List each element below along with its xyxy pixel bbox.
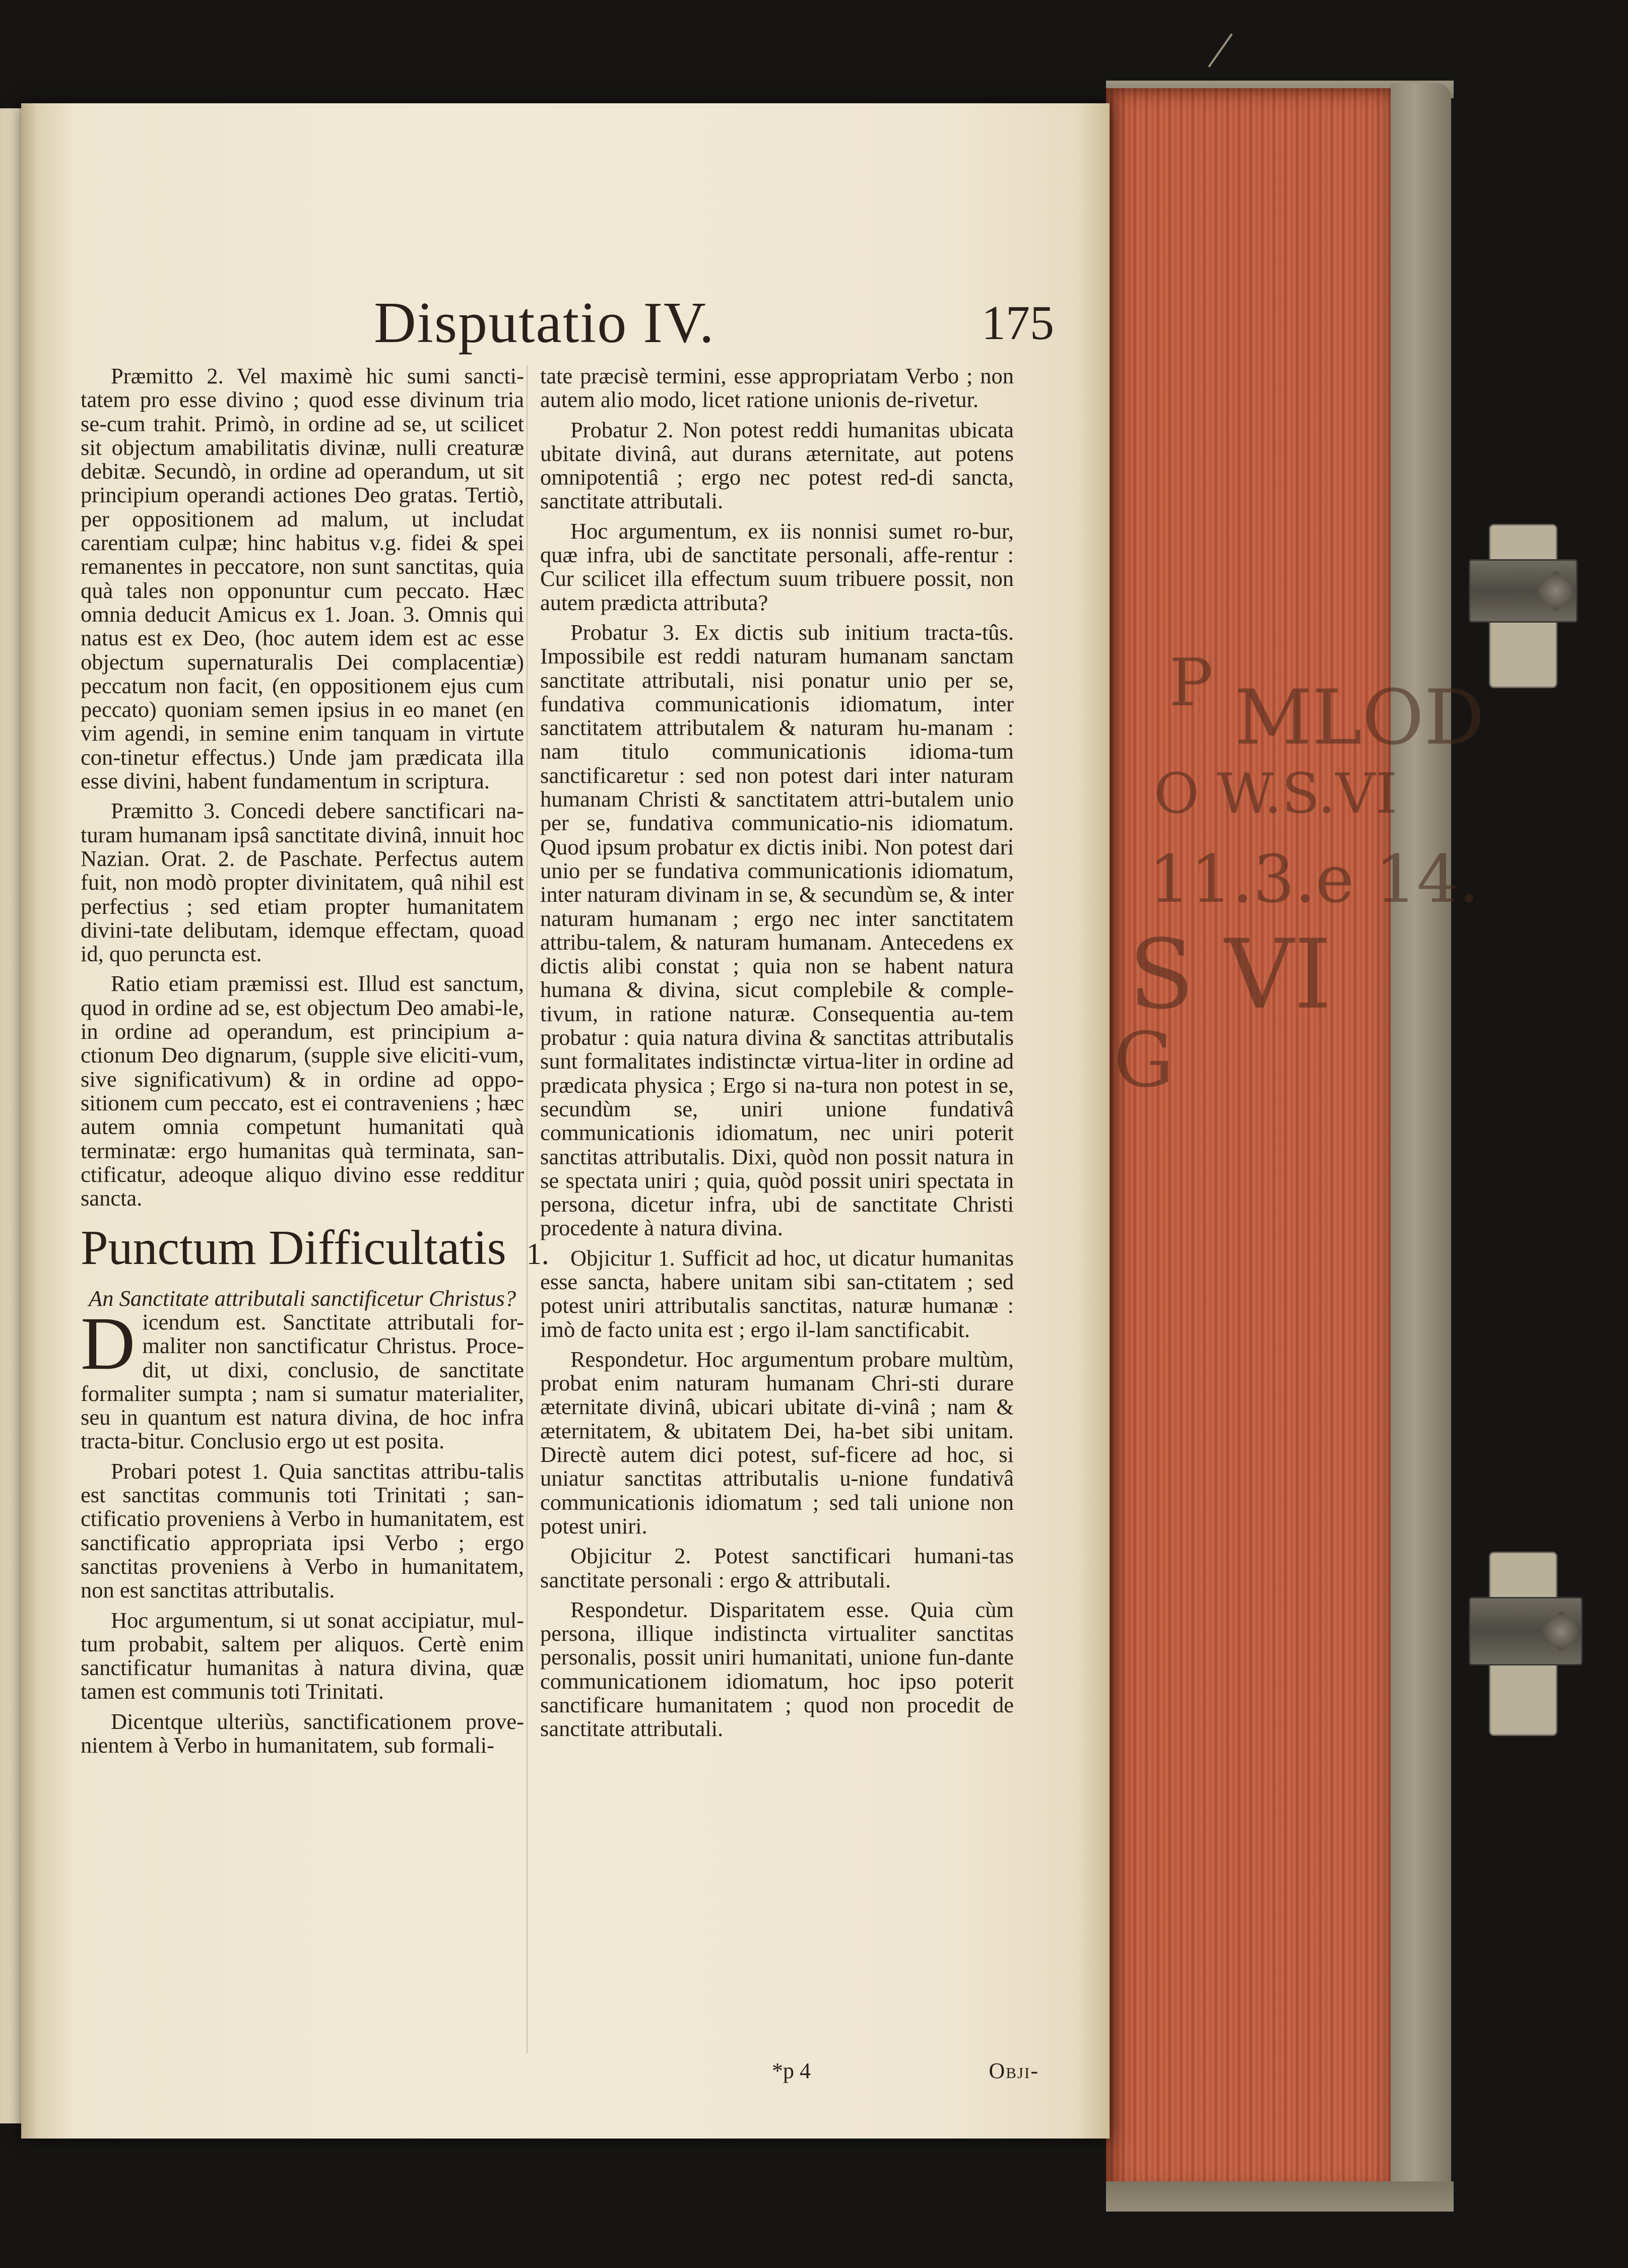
pencil-mark	[1208, 33, 1232, 68]
paragraph	[81, 1301, 524, 1454]
stamp-line: G	[1114, 1017, 1174, 1104]
paragraph: Objicitur 2. Potest sanctificari humani-tas sanctitate personali : ergo & attributali.	[540, 1543, 1014, 1592]
paragraph: tate præcisè termini, esse appropriatam Verbo ; non autem alio modo, licet ratione unionis de-rivetur.	[540, 363, 1014, 413]
paragraph: Ratio etiam præmissi est. Illud est sanctum, quod in ordine ad se, est objectum Deo amabi-le, in ordine ad operandum, est principium a-ctionum Deo dignarum, (supple sive eliciti-vum, sive significativum) & in ordine ad oppo-sitionem cum peccato, est ei contraveniens ; hæc autem omnia competunt humanitati quà terminatæ: ergo humanitas quà terminata, san-ctificatur, adeoque aliquo divino esse redditur sancta.	[81, 971, 524, 1211]
paragraph: Hoc argumentum, si ut sonat accipiatur, mul-tum probabit, saltem per aliquos. Certè enim sanctificatur humanitas à natura divina, quæ tamen est communis toti Trinitati.	[81, 1607, 524, 1704]
stamp-line: O W.S.VI	[1154, 761, 1398, 826]
section-heading	[81, 1221, 549, 1276]
stamp-line: S VI	[1129, 919, 1332, 1030]
paragraph: Respondetur. Disparitatem esse. Quia cùm persona, illique indistincta virtualiter sanctitas personalis, possit uniri humanitati, unione fun-dante communicationem idiomatum, hoc ipso poterit sanctificare humanitatem ; quod non procedit de sanctitate attributali.	[540, 1596, 1014, 1742]
question-title: An Sanctitate attributali sanctificetur Christus?	[89, 1285, 516, 1311]
stamp-line: 11.3.e 14.	[1149, 841, 1479, 917]
paragraph: Respondetur. Hoc argumentum probare multùm, probat enim naturam humanam Chri-sti durare æternitate divinâ, ubicari ubitate di-vinâ ; nam & æternitatem, & ubitatem Dei, ha-bet sibi unitam. Directè autem dici potest, suf-ficere ad hoc, si uniatur sanctitas attributalis u-nione fundativâ communicationis idiomatum ; sed tali unione non potest uniri.	[540, 1346, 1014, 1539]
paragraph: Hoc argumentum, ex iis nonnisi sumet ro-bur, quæ infra, ubi de sanctitate personali, affe-rentur : Cur scilicet illa effectum suum tribuere possit, non autem prædicta attributa?	[540, 518, 1014, 615]
signature-mark: *p 4	[772, 2058, 811, 2083]
stamp-line: P	[1169, 644, 1213, 721]
column-divider	[527, 365, 528, 2053]
section-number: 1.	[526, 1237, 549, 1271]
paragraph: Objicitur 1. Sufficit ad hoc, ut dicatur humanitas esse sancta, habere unitam sibi san-ctitatem ; sed potest uniri attributalis sanctitas, naturæ humanæ : imò de facto unita est ; ergo il-lam sanctificabit.	[540, 1245, 1014, 1342]
drop-cap: D	[81, 1301, 136, 1385]
cover-board	[1391, 83, 1451, 2209]
paragraph: Probari potest 1. Quia sanctitas attribu-talis est sanctitas communis toti Trinitati ; san-ctificatio proveniens à Verbo in humanitatem, est sanctificatio appropriata ipsi Verbo ; ergo sanctitas proveniens à Verbo in humanitatem, non est sanctitas attributalis.	[81, 1458, 524, 1603]
right-column	[540, 364, 1014, 1741]
paragraph-text: icendum est. Sanctitate attributali for-maliter non sanctificatur Christus. Proce-dit, ut dixi, conclusio, de sanctitate formaliter sumpta ; nam si sumatur materialiter, seu in quantum est natura divina, de hoc infra tracta-bitur. Conclusio ergo ut est posita.	[81, 1309, 524, 1454]
clasp-upper-icon	[1469, 559, 1578, 623]
page-fore-edge	[1106, 88, 1403, 2194]
running-head	[374, 290, 1089, 360]
paragraph: Præmitto 2. Vel maximè hic sumi sancti-tatem pro esse divino ; quod esse divinum tria se-cum trahit. Primò, in ordine ad se, ut scilicet sit objectum amabilitatis divinæ, nulli creaturæ debitæ. Secundò, in ordine ad operandum, ut sit principium operandi actiones Deo gratas. Tertiò, per oppositionem ad malum, ut includat carentiam culpæ; hinc habitus v.g. fidei & spei remanentes in peccatore, non sunt sanctitas, quia quà tales non opponuntur cum peccato. Hæc omnia deducit Amicus ex 1. Joan. 3. Omnis qui natus est ex Deo, (hoc autem idem est ac esse objectum supernaturalis Dei complacentiæ) peccatum non facit, (en oppositionem ejus cum peccato) quoniam semen ipsius in eo manet (en vim agendi, in semine enim tanquam in virtute con-tinetur effectus.) Unde jam prædicata illa esse divini, habent fundamentum in scriptura.	[81, 363, 524, 794]
left-column	[81, 363, 549, 1758]
catchword: Obji-	[989, 2058, 1039, 2083]
paragraph: Præmitto 3. Concedi debere sanctificari na-turam humanam ipsâ sanctitate divinâ, innuit hoc Nazian. Orat. 2. de Paschate. Perfectus autem fuit, non modò propter divinitatem, quâ nihil est perfectius ; sed etiam propter humanitatem divini-tate delibutam, idemque effectam, quoad id, quo perunctа est.	[81, 798, 524, 967]
clasp-lower-icon	[1469, 1597, 1583, 1665]
cover-board-bottom	[1106, 2181, 1454, 2212]
paragraph: Probatur 2. Non potest reddi humanitas ubicata ubitate divinâ, aut durans æternitate, aut potens omnipotentiâ ; ergo nec potest red-di sancta, sanctitate attributali.	[540, 417, 1014, 514]
running-title: Disputatio IV.	[374, 291, 715, 355]
paragraph: Dicentque ulteriùs, sanctificationem prove-nientem à Verbo in humanitatem, sub formali-	[81, 1708, 524, 1758]
page-number: 175	[982, 296, 1054, 350]
stamp-line: MLOD	[1234, 674, 1485, 762]
library-stamp	[1109, 644, 1485, 1104]
book-page	[21, 103, 1110, 2139]
section-title: Punctum Difficultatis	[81, 1221, 506, 1276]
paragraph: Probatur 3. Ex dictis sub initium tracta-tûs. Impossibile est reddi naturam humanam sanctam sanctitate attributali, nisi ponatur unio per se, fundativa communicationis idiomatum, inter sanctitatem attributalem & naturam hu-manam : nam titulo communicationis idioma-tum sanctificaretur : sed non potest dari inter naturam humanam Christi & sanctitatem attri-butalem unio per se, fundativa communicatio-nis idiomatum. Quod ipsum probatur ex dictis inibi. Non potest dari unio per se fundativa communicationis idiomatum, inter naturam divinam in se, & secundùm se, & inter naturam humanam ; ergo nec inter sanctitatem attribu-talem, & naturam humanam. Antecedens ex dictis alibi constat ; quia non se habent natura humana & divina, sicut complebile & comple-tivum, in ratione naturæ. Consequentia au-tem probatur : quia natura divina & sanctitas attributalis sunt formalitates indistinctæ virtua-liter in ordine ad prædicata physica ; Ergo si na-tura non potest in se, secundùm se, uniri unione fundativâ communicationis idiomatum, nec uniri poterit sanctitas attributalis. Dixi, quòd non possit natura in se spectata uniri ; quia, quòd possit uniri spectata in persona, dicetur infra, ubi de sanctitate Christi procedente à natura divina.	[540, 619, 1014, 1241]
